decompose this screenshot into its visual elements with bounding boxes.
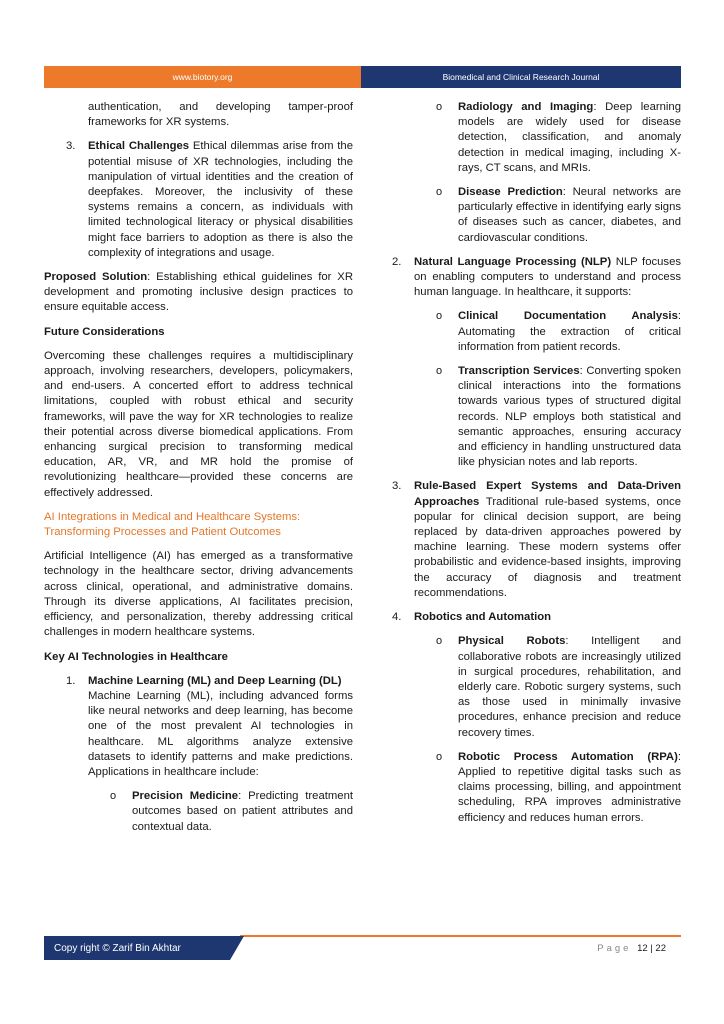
list-number: 3.	[392, 480, 402, 493]
list-item-robotics	[392, 610, 681, 625]
sub-item-title: Robotic Process Automation (RPA)	[458, 750, 678, 763]
sub-item-disease	[392, 185, 681, 246]
sub-item-title: Physical Robots	[458, 635, 566, 648]
sub-item-body: : Intelligent and collaborative robots are increasingly utilized in surgical procedures, rehabilitation, and elderly care. Robotic surgery systems, such as those used in minimally invasive procedures, enhance precision and reduce recovery times.	[458, 635, 682, 739]
bullet-icon: o	[436, 186, 443, 199]
page-indicator	[597, 943, 666, 954]
sub-item-radiology	[392, 100, 681, 176]
proposed-body: : Establishing ethical guidelines for XR development and promoting inclusive design practices to ensure equitable access.	[44, 271, 353, 314]
list-number: 2.	[392, 255, 402, 268]
sub-item-text	[458, 750, 681, 826]
sub-item-text	[458, 309, 681, 355]
bullet-icon: o	[436, 635, 443, 648]
bullet-icon: o	[436, 101, 443, 113]
list-item-ml	[44, 674, 353, 780]
bullet-icon: o	[436, 310, 443, 323]
list-item-title: Machine Learning (ML) and Deep Learning (DL)	[88, 674, 342, 687]
list-item-nlp	[392, 255, 681, 301]
header-website-bar	[44, 66, 361, 88]
sub-item-transcription	[392, 364, 681, 470]
journal-title: Biomedical and Clinical Research Journal	[442, 72, 600, 82]
bullet-icon: o	[436, 750, 443, 763]
ai-paragraph: Artificial Intelligence (AI) has emerged as a transformative technology in the healthcare sector, driving advancements across clinical, operational, and administrative domains. Through its diverse applications, AI facilitates precision, efficiency, and personalization, thereby addressing critical challenges in modern healthcare systems.	[44, 550, 353, 639]
bullet-icon: o	[110, 790, 117, 803]
sub-item-text	[458, 100, 681, 176]
sub-item-title: Precision Medicine	[132, 790, 239, 803]
sub-item-precision	[44, 789, 353, 835]
list-item-title: Ethical Challenges	[88, 140, 190, 153]
sub-item-text	[458, 185, 681, 246]
header-journal-bar	[361, 66, 681, 88]
list-item-ethical	[44, 139, 353, 261]
list-item-expert-systems	[392, 479, 681, 601]
proposed-label: Proposed Solution	[44, 271, 148, 284]
list-item-title: Natural Language Processing (NLP)	[414, 255, 612, 268]
sub-item-title: Radiology and Imaging	[458, 101, 594, 113]
sub-item-text	[458, 634, 681, 740]
sub-item-text	[132, 789, 353, 835]
sub-item-body: : Predicting treatment outcomes based on patient attributes and contextual data.	[132, 790, 354, 833]
list-item-title: Robotics and Automation	[414, 611, 552, 624]
right-column	[392, 100, 681, 826]
list-number: 3.	[66, 140, 76, 153]
future-heading: Future Considerations	[44, 325, 165, 338]
footer-bar-corner	[230, 936, 244, 960]
footer-copyright-bar	[44, 936, 230, 960]
list-number: 4.	[392, 611, 402, 624]
key-technologies-heading: Key AI Technologies in Healthcare	[44, 650, 228, 663]
sub-item-text	[458, 364, 681, 470]
section-heading: AI Integrations in Medical and Healthcare Systems: Transforming Processes and Patient Outcomes	[44, 510, 301, 539]
continued-text: authentication, and developing tamper-proof frameworks for XR systems.	[88, 101, 353, 129]
footer-divider	[240, 935, 681, 937]
sub-item-title: Clinical Documentation Analysis	[458, 310, 678, 323]
sub-item-clinical	[392, 309, 681, 355]
list-item-title: Rule-Based Expert Systems and Data-Driven Approaches	[414, 480, 681, 508]
page-label: Page	[597, 943, 632, 954]
sub-item-physical-robots	[392, 634, 681, 740]
sub-item-body: : Neural networks are particularly effective in identifying early signs of diseases such as cancer, diabetes, and cardiovascular conditions.	[458, 186, 681, 244]
list-item-text	[414, 479, 681, 601]
sub-item-body: : Deep learning models are widely used for disease detection, classification, and anomaly detection in medical imaging, including X-rays, CT scans, and MRIs.	[458, 101, 681, 174]
sub-item-rpa	[392, 750, 681, 826]
sub-item-title: Disease Prediction	[458, 186, 563, 199]
list-item-body: Machine Learning (ML), including advanced forms like neural networks and deep learning, has become one of the most prevalent AI technologies in healthcare. ML algorithms analyze extensive datasets to identify patterns and make predictions. Applications in healthcare include:	[88, 689, 353, 778]
list-item-body: NLP focuses on enabling computers to understand and process human language. In healthcare, it supports:	[414, 255, 681, 299]
list-item-body: Traditional rule-based systems, once popular for clinical decision support, are being replaced by data-driven approaches powered by machine learning. These modern systems offer probabilistic and evidence-based insights, improving the accuracy of diagnosis and treatment recommendations.	[414, 495, 681, 599]
list-item-text	[88, 139, 353, 261]
sub-item-body: : Automating the extraction of critical information from patient records.	[458, 310, 681, 353]
sub-item-title: Transcription Services	[458, 365, 580, 378]
sub-item-body: : Converting spoken clinical interactions into the formations towards various types of structured digital records. NLP employs both statistical and semantic approaches, ensuring accuracy and efficiency in handling unstructured data like physician notes and lab reports.	[458, 365, 681, 469]
website-link[interactable]: www.biotory.org	[172, 72, 233, 82]
list-item-body: Ethical dilemmas arise from the potential misuse of XR technologies, including the manipulation of virtual identities and the creation of deepfakes. Moreover, the inclusivity of these systems remains a concern, as individuals with limited technological literacy or physical disabilities might face barriers to adoption as there is also the complexity of integrations and usage.	[88, 140, 353, 259]
bullet-icon: o	[436, 365, 443, 378]
sub-item-body: : Applied to repetitive digital tasks such as claims processing, billing, and appointment scheduling, RPA improves administrative efficiency and reduces human errors.	[458, 750, 681, 824]
page-number: 12 | 22	[637, 943, 666, 954]
list-item-text	[414, 255, 681, 301]
future-paragraph: Overcoming these challenges requires a multidisciplinary approach, involving researchers, developers, policymakers, and end-users. A concerted effort to address technical limitations, coupled with robust ethical and security frameworks, will pave the way for XR technologies to realize their potential across diverse biomedical applications. From enhancing surgical precision to transforming medical education, AR, VR, and MR hold the promise of revolutionizing healthcare—provided these concerns are effectively addressed.	[44, 349, 353, 499]
left-column	[44, 100, 353, 835]
list-number: 1.	[66, 674, 76, 687]
proposed-solution	[44, 270, 353, 316]
copyright-text: Copy right © Zarif Bin Akhtar	[54, 942, 181, 954]
